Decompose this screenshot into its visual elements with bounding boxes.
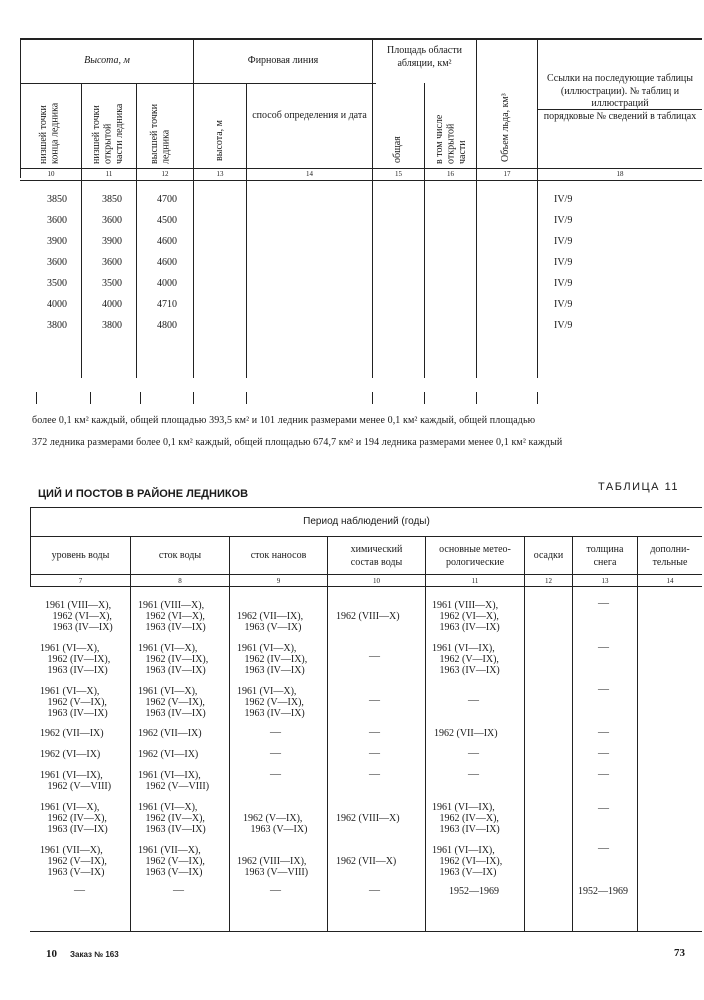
header-lowest-end: низшей точки конца ледника <box>38 102 61 164</box>
meteo-value: — <box>468 768 479 780</box>
meteo-value: 1961 (VI—IX), 1962 (VI—IX), 1963 (V—IX) <box>432 845 503 878</box>
ref-value: IV/9 <box>554 320 573 331</box>
col-number: 11 <box>471 577 479 585</box>
runoff-value: 1961 (VI—X), 1962 (IV—X), 1963 (IV—IX) <box>138 802 206 835</box>
runoff-value: 1961 (VII—X), 1962 (V—IX), 1963 (V—IX) <box>138 845 205 878</box>
lowest-open-value: 3800 <box>102 320 122 331</box>
lowest-open-value: 3500 <box>102 278 122 289</box>
footer-left-number: 10 <box>46 948 57 960</box>
sediment-value: 1962 (V—IX), 1963 (V—IX) <box>243 813 308 835</box>
water-level-value: 1961 (VI—IX), 1962 (V—VIII) <box>40 770 112 792</box>
note-line-1: более 0,1 км² каждый, общей площадью 393,5 км² и 101 ледник размерами менее 0,1 км² каждый, общей площадью <box>32 415 536 426</box>
water-level-value: 1961 (VI—X), 1962 (IV—X), 1963 (IV—IX) <box>40 802 108 835</box>
lowest-open-value: 3600 <box>102 215 122 226</box>
lowest-open-value: 3850 <box>102 194 122 205</box>
chem-value: — <box>369 694 380 706</box>
header-lowest-open: низшей точки открытой части ледника <box>91 103 125 164</box>
lowest-end-value: 3850 <box>47 194 67 205</box>
lowest-open-value: 3600 <box>102 257 122 268</box>
meteo-value: 1961 (VIII—X), 1962 (VI—X), 1963 (IV—IX) <box>432 600 500 633</box>
sediment-value: 1962 (VIII—IX), 1963 (V—VIII) <box>237 856 309 878</box>
snow-value: — <box>598 842 609 854</box>
sediment-value: — <box>270 747 281 759</box>
header-chem: химический состав воды <box>350 544 403 568</box>
runoff-value: 1962 (VII—IX) <box>138 728 202 739</box>
runoff-value: 1962 (VI—IX) <box>138 749 199 760</box>
chem-value: — <box>369 726 380 738</box>
sediment-value: — <box>270 768 281 780</box>
table-label: ТАБЛИЦА 11 <box>598 481 679 493</box>
col-number: 12 <box>161 170 169 178</box>
highest-value: 4500 <box>157 215 177 226</box>
header-refs-top: Ссылки на последующие таблицы (иллюстрации). № таблиц и иллюстраций <box>546 73 693 109</box>
highest-value: 4700 <box>157 194 177 205</box>
meteo-value: 1962 (VII—IX) <box>434 728 498 739</box>
water-level-value: 1961 (VII—X), 1962 (V—IX), 1963 (V—IX) <box>40 845 107 878</box>
highest-value: 4600 <box>157 257 177 268</box>
header-water-level: уровень воды <box>51 550 110 561</box>
section-title: ЦИЙ И ПОСТОВ В РАЙОНЕ ЛЕДНИКОВ <box>38 488 249 500</box>
runoff-value: 1961 (VI—X), 1962 (V—IX), 1963 (IV—IX) <box>138 686 206 719</box>
snow-value: — <box>598 802 609 814</box>
meteo-value: — <box>468 694 479 706</box>
snow-value: — <box>598 641 609 653</box>
runoff-value: 1961 (VI—X), 1962 (IV—IX), 1963 (IV—IX) <box>138 643 209 676</box>
col-number: 10 <box>47 170 55 178</box>
highest-value: 4600 <box>157 236 177 247</box>
ref-value: IV/9 <box>554 236 573 247</box>
ref-value: IV/9 <box>554 257 573 268</box>
header-firn-height: высота, м <box>214 119 225 161</box>
col-number: 9 <box>276 577 281 585</box>
header-firn-method: способ определения и дата <box>252 110 367 121</box>
col-number: 12 <box>545 577 552 585</box>
sediment-value: 1961 (VI—X), 1962 (IV—IX), 1963 (IV—IX) <box>237 643 308 676</box>
runoff-value: 1961 (VI—IX), 1962 (V—VIII) <box>138 770 210 792</box>
highest-value: 4800 <box>157 320 177 331</box>
header-period-group: Период наблюдений (годы) <box>303 516 430 527</box>
chem-value: — <box>369 884 380 896</box>
col-number: 13 <box>601 577 609 585</box>
header-sediment: сток наносов <box>250 550 307 561</box>
col-number: 16 <box>447 170 454 178</box>
col-number: 18 <box>616 170 624 178</box>
header-precip: осадки <box>533 550 564 561</box>
meteo-value: 1961 (VI—IX), 1962 (IV—X), 1963 (IV—IX) <box>432 802 500 835</box>
header-height-group: Высота, м <box>84 55 130 66</box>
header-open: в том числе открытой части <box>434 114 468 164</box>
header-highest: высшей точки ледника <box>149 103 172 164</box>
lowest-end-value: 4000 <box>47 299 67 310</box>
water-level-value: 1962 (VI—IX) <box>40 749 101 760</box>
lowest-end-value: 3500 <box>47 278 67 289</box>
ref-value: IV/9 <box>554 278 573 289</box>
chem-value: 1962 (VIII—X) <box>336 611 400 622</box>
col-number: 10 <box>373 577 380 585</box>
ref-value: IV/9 <box>554 299 573 310</box>
lowest-open-value: 3900 <box>102 236 122 247</box>
lowest-end-value: 3800 <box>47 320 67 331</box>
header-total: общая <box>392 136 403 163</box>
col-number: 15 <box>395 170 402 178</box>
sediment-value: — <box>270 726 281 738</box>
water-level-value: 1961 (VIII—X), 1962 (VI—X), 1963 (IV—IX) <box>45 600 113 633</box>
lowest-end-value: 3600 <box>47 257 67 268</box>
lowest-open-value: 4000 <box>102 299 122 310</box>
ref-value: IV/9 <box>554 194 573 205</box>
header-extra: дополни- тельные <box>650 544 690 568</box>
highest-value: 4000 <box>157 278 177 289</box>
chem-value: — <box>369 768 380 780</box>
lowest-end-value: 3900 <box>47 236 67 247</box>
highest-value: 4710 <box>157 299 177 310</box>
header-runoff: сток воды <box>158 550 202 561</box>
header-firn-group: Фирновая линия <box>247 55 319 66</box>
ref-value: IV/9 <box>554 215 573 226</box>
sediment-value: 1961 (VI—X), 1962 (V—IX), 1963 (IV—IX) <box>237 686 305 719</box>
water-level-value: 1961 (VI—X), 1962 (V—IX), 1963 (IV—IX) <box>40 686 108 719</box>
sediment-value: 1962 (VII—IX), 1963 (V—IX) <box>237 611 304 633</box>
chem-value: — <box>369 747 380 759</box>
header-snow: толщина снега <box>586 544 624 568</box>
col-number: 14 <box>666 577 674 585</box>
col-number: 11 <box>105 170 113 178</box>
col-number: 17 <box>503 170 511 178</box>
lowest-end-value: 3600 <box>47 215 67 226</box>
water-level-value: 1961 (VI—X), 1962 (IV—IX), 1963 (IV—IX) <box>40 643 111 676</box>
water-level-value: — <box>74 884 85 896</box>
meteo-value: — <box>468 747 479 759</box>
snow-value: — <box>598 726 609 738</box>
snow-value: — <box>598 683 609 695</box>
runoff-value: — <box>173 884 184 896</box>
note-line-2: 372 ледника размерами более 0,1 км² каждый, общей площадью 674,7 км² и 194 ледника размерами менее 0,1 км² каждый <box>32 437 563 448</box>
water-level-value: 1962 (VII—IX) <box>40 728 104 739</box>
col-number: 8 <box>178 577 182 585</box>
header-meteo: основные метео- рологические <box>439 544 511 568</box>
chem-value: 1962 (VIII—X) <box>336 813 400 824</box>
header-ice-volume: Объем льда, км³ <box>500 93 511 162</box>
header-area-group: Площадь области абляции, км² <box>387 45 462 69</box>
snow-value: — <box>598 747 609 759</box>
page-number: 73 <box>674 947 685 959</box>
chem-value: — <box>369 650 380 662</box>
snow-value: — <box>598 597 609 609</box>
sediment-value: — <box>270 884 281 896</box>
runoff-value: 1961 (VIII—X), 1962 (VI—X), 1963 (IV—IX) <box>138 600 206 633</box>
header-refs-bottom: порядковые № сведений в таблицах <box>543 111 697 122</box>
col-number: 14 <box>306 170 313 178</box>
col-number: 13 <box>216 170 224 178</box>
meteo-value: 1961 (VI—IX), 1962 (V—IX), 1963 (IV—IX) <box>432 643 500 676</box>
snow-value: — <box>598 768 609 780</box>
meteo-value: 1952—1969 <box>449 886 499 897</box>
snow-value: 1952—1969 <box>578 886 628 897</box>
footer-order: Заказ № 163 <box>70 950 119 959</box>
chem-value: 1962 (VII—X) <box>336 856 397 867</box>
col-number: 7 <box>78 577 83 585</box>
